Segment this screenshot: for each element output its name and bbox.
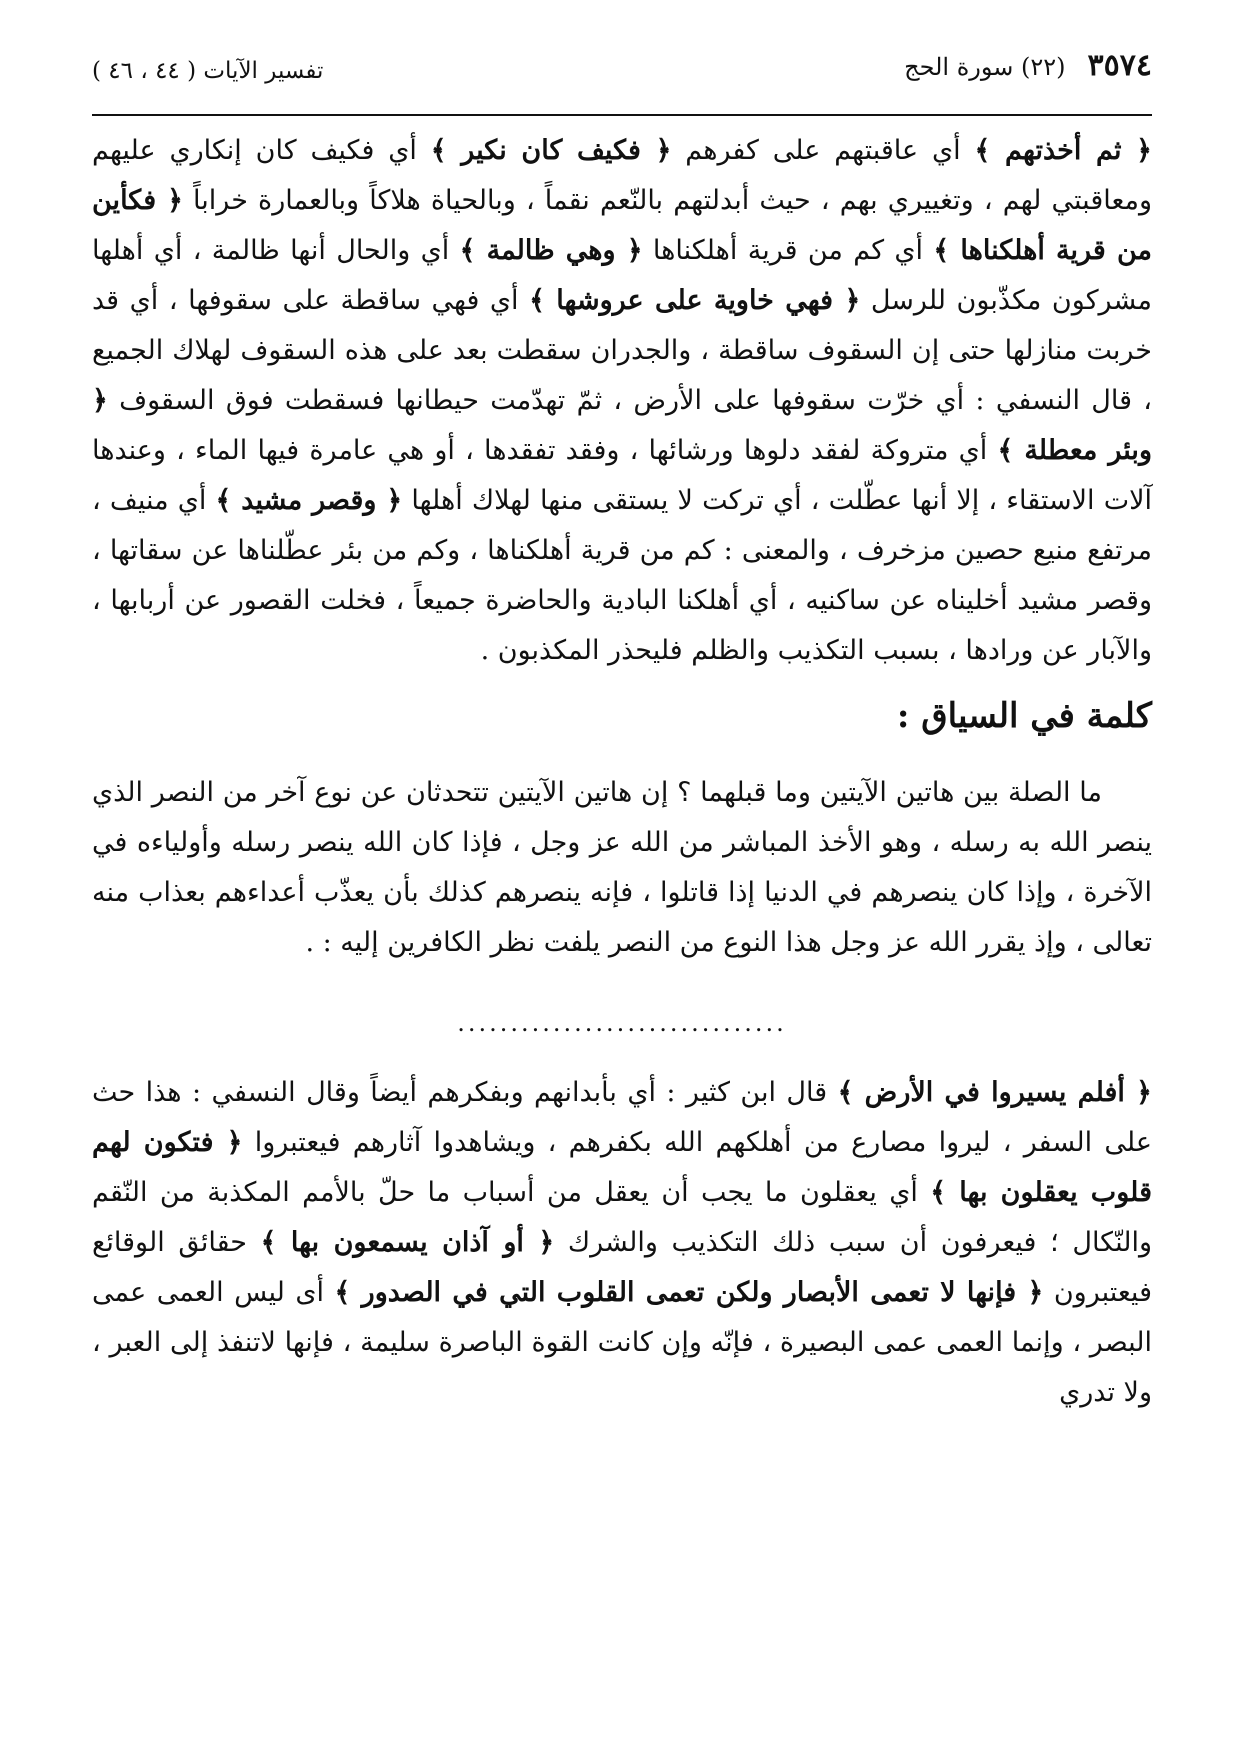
commentary-text: أي يعقلون ما يجب أن يعقل من أسباب ما حلّ بالأمم المكذبة من النّقم والنّكال ؛ فيعرفون أن سبب ذلك التكذيب والشرك — [92, 1177, 1153, 1258]
surah-name: (٢٢) سورة الحج — [904, 53, 1066, 81]
header-page-info — [904, 48, 1152, 83]
commentary-text: أي عاقبتهم على كفرهم — [671, 135, 975, 166]
quran-quote: ﴿ وبئر معطلة ﴾ — [92, 385, 1152, 466]
quran-quote: ﴿ فهي خاوية على عروشها ﴾ — [529, 285, 861, 316]
quran-quote: ﴿ فكأين من قرية أهلكناها ﴾ — [92, 185, 1153, 266]
context-paragraph — [92, 768, 1152, 968]
commentary-text: حقائق الوقائع فيعتبرون — [92, 1227, 1152, 1308]
section-separator: ............................... — [457, 1009, 787, 1037]
page-body — [92, 126, 1152, 1418]
commentary-text: أي فكيف كان إنكاري عليهم ومعاقبتي لهم ، وتغييري بهم ، حيث أبدلتهم بالنّعم نقماً ، وبالحياة هلاكاً وبالعمارة خراباً — [92, 135, 1152, 216]
section-heading: كلمة في السياق : — [896, 696, 1152, 736]
commentary-text: أي متروكة لفقد دلوها ورشائها ، وفقد تفقدها ، أو هي عامرة فيها الماء ، وعندها آلات الاستقاء ، إلا أنها عطّلت ، أي تركت لا يستقى منها لهلاك أهلها — [92, 435, 1153, 516]
quran-quote: ﴿ فإنها لا تعمى الأبصار ولكن تعمى القلوب التي في الصدور ﴾ — [334, 1277, 1044, 1308]
quran-quote: ﴿ فكيف كان نكير ﴾ — [430, 135, 672, 166]
quran-quote: ﴿ ثم أخذتهم ﴾ — [974, 135, 1153, 166]
context-text: ما الصلة بين هاتين الآيتين وما قبلهما ؟ إن هاتين الآيتين تتحدثان عن نوع آخر من النصر الذي ينصر الله به رسله ، وهو الأخذ المباشر من الله عز وجل ، فإذا كان الله ينصر رسله وأولياءه في الآخرة ، وإذا كان ينصرهم في الدنيا إذا قاتلوا ، فإنه ينصرهم كذلك بأن يعذّب أعداءهم بعذاب منه تعالى ، وإذ يقرر الله عز وجل هذا النوع من النصر يلفت نظر الكافرين إليه : . — [92, 777, 1152, 958]
commentary-text: قال ابن كثير : أي بأبدانهم وبفكرهم أيضاً وقال النسفي : هذا حث على السفر ، ليروا مصارع من أهلكهم الله بكفرهم ، ويشاهدوا آثارهم فيعتبروا — [92, 1077, 1152, 1158]
quran-quote: ﴿ وهي ظالمة ﴾ — [459, 235, 643, 266]
quran-quote: ﴿ وقصر مشيد ﴾ — [215, 485, 403, 516]
commentary-text: أي كم من قرية أهلكناها — [642, 235, 934, 266]
tafsir-paragraph-1 — [92, 126, 1152, 676]
quran-quote: ﴿ أو آذان يسمعون بها ﴾ — [260, 1227, 555, 1258]
commentary-text: أي والحال أنها ظالمة ، أي أهلها مشركون مكذّبون للرسل — [92, 235, 1153, 316]
quran-quote: ﴿ فتكون لهم قلوب يعقلون بها ﴾ — [92, 1127, 1152, 1208]
tafsir-paragraph-2 — [92, 1068, 1152, 1418]
header-rule — [92, 114, 1152, 116]
page-number: ٣٥٧٤ — [1087, 48, 1152, 83]
quran-quote: ﴿ أفلم يسيروا في الأرض ﴾ — [837, 1077, 1152, 1108]
commentary-text: أي منيف ، مرتفع منيع حصين مزخرف ، والمعنى : كم من قرية أهلكناها ، وكم من بئر عطّلناها عن سقاتها ، وقصر مشيد أخليناه عن ساكنيه ، أي أهلكنا البادية والحاضرة جميعاً ، فخلت القصور عن أربابها ، والآبار عن ورادها ، بسبب التكذيب والظلم فليحذر المكذبون . — [92, 485, 1152, 666]
commentary-text: أي فهي ساقطة على سقوفها ، أي قد خربت منازلها حتى إن السقوف ساقطة ، والجدران سقطت بعد على هذه السقوف لهلاك الجميع ، قال النسفي : أي خرّت سقوفها على الأرض ، ثمّ تهدّمت حيطانها فسقطت فوق السقوف — [92, 285, 1152, 416]
verses-range: تفسير الآيات ( ٤٤ ، ٤٦ ) — [92, 58, 324, 84]
commentary-text: أى ليس العمى عمى البصر ، وإنما العمى عمى البصيرة ، فإنّه وإن كانت القوة الباصرة سليمة ، فإنها لاتنفذ إلى العبر ، ولا تدري — [92, 1277, 1152, 1408]
page-header — [92, 48, 1152, 108]
